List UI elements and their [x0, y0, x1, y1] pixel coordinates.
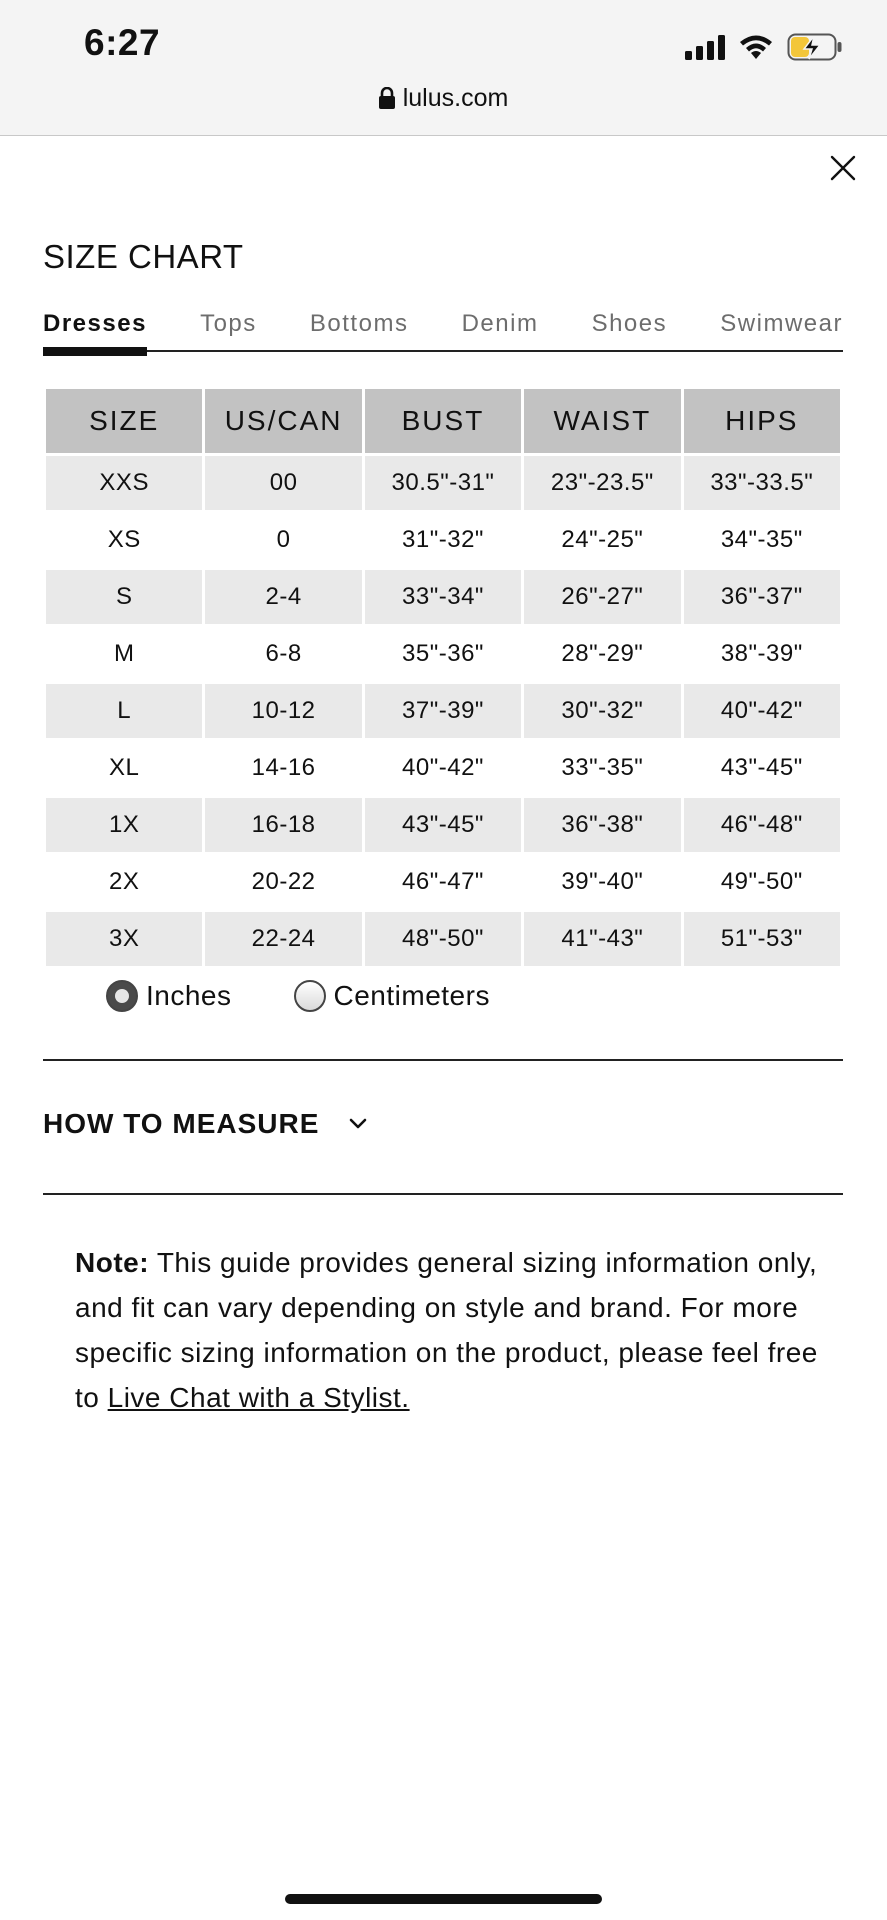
- home-indicator: [285, 1894, 602, 1904]
- tab-bottoms[interactable]: Bottoms: [309, 310, 409, 337]
- note-label: Note:: [75, 1247, 150, 1278]
- table-row: [46, 513, 840, 567]
- modal-title: SIZE CHART: [43, 238, 244, 275]
- cell-bust: 30.5"-31": [365, 456, 521, 510]
- cell-waist: 36"-38": [524, 798, 680, 852]
- cell-size: L: [46, 684, 202, 738]
- cell-hips: 38"-39": [720, 640, 803, 667]
- tab-tops[interactable]: Tops: [200, 310, 257, 337]
- cell-hips: 49"-50": [720, 868, 803, 895]
- cell-bust: 37"-39": [365, 684, 521, 738]
- address-bar[interactable]: [0, 84, 887, 113]
- header-waist: WAIST: [524, 389, 680, 453]
- cell-bust: 35"-36": [402, 640, 484, 667]
- cell-waist: 26"-27": [524, 570, 680, 624]
- tab-dresses[interactable]: Dresses: [43, 306, 147, 350]
- table-row: [46, 741, 840, 795]
- cell-waist: 30"-32": [524, 684, 680, 738]
- cell-hips: 36"-37": [684, 570, 840, 624]
- cell-waist: 23"-23.5": [524, 456, 680, 510]
- tab-denim[interactable]: Denim: [461, 310, 539, 337]
- cell-hips: 43"-45": [720, 754, 803, 781]
- cell-waist: 39"-40": [561, 868, 644, 895]
- table-row: [46, 627, 840, 681]
- cell-bust: 43"-45": [365, 798, 521, 852]
- inches-radio[interactable]: [106, 980, 232, 1012]
- table-row: [46, 855, 840, 909]
- chevron-down-icon: [349, 1118, 367, 1130]
- cell-us-can: 10-12: [205, 684, 361, 738]
- status-icons: [685, 32, 843, 62]
- table-row: [46, 684, 840, 738]
- cell-us-can: 2-4: [205, 570, 361, 624]
- header-us-can: US/CAN: [205, 389, 361, 453]
- cell-bust: 40"-42": [402, 754, 484, 781]
- cell-size: M: [113, 640, 135, 667]
- cell-us-can: 0: [276, 526, 291, 553]
- table-header-row: [46, 389, 840, 453]
- note-text: This guide provides general sizing information only, and fit can vary depending on style and brand. For more specific sizing information on the product, please feel free to: [75, 1247, 818, 1413]
- header-hips: HIPS: [684, 389, 840, 453]
- cell-size: XXS: [46, 456, 202, 510]
- cell-us-can: 00: [205, 456, 361, 510]
- close-icon: [830, 155, 856, 181]
- cell-bust: 46"-47": [402, 868, 484, 895]
- cell-waist: 33"-35": [561, 754, 644, 781]
- cell-hips: 34"-35": [720, 526, 803, 553]
- cell-size: XL: [109, 754, 140, 781]
- cell-size: 1X: [46, 798, 202, 852]
- cell-waist: 41"-43": [524, 912, 680, 966]
- table-row: [46, 456, 840, 510]
- cell-hips: 40"-42": [684, 684, 840, 738]
- url-text: lulus.com: [402, 84, 509, 112]
- category-tabs: [43, 306, 843, 352]
- close-button[interactable]: [825, 150, 861, 186]
- inches-label: Inches: [146, 980, 232, 1011]
- cell-us-can: 22-24: [205, 912, 361, 966]
- cell-us-can: 16-18: [205, 798, 361, 852]
- cell-bust: 48"-50": [365, 912, 521, 966]
- table-row: [46, 570, 840, 624]
- cell-hips: 46"-48": [684, 798, 840, 852]
- cell-size: XS: [107, 526, 141, 553]
- radio-unchecked-icon: [294, 980, 326, 1012]
- cellular-signal-icon: [685, 34, 725, 60]
- tab-shoes[interactable]: Shoes: [591, 310, 668, 337]
- how-to-measure-label: HOW TO MEASURE: [43, 1108, 320, 1139]
- cell-size: S: [46, 570, 202, 624]
- cell-bust: 31"-32": [402, 526, 484, 553]
- how-to-measure-toggle[interactable]: [43, 1108, 367, 1140]
- status-time: 6:27: [84, 22, 161, 63]
- cell-bust: 33"-34": [365, 570, 521, 624]
- lock-icon: [379, 87, 395, 109]
- live-chat-link[interactable]: Live Chat with a Stylist.: [107, 1382, 410, 1413]
- divider: [43, 1059, 843, 1061]
- cell-waist: 28"-29": [561, 640, 644, 667]
- header-size: SIZE: [46, 389, 202, 453]
- centimeters-label: Centimeters: [333, 980, 490, 1011]
- centimeters-radio[interactable]: [294, 980, 490, 1012]
- unit-selector: [106, 980, 490, 1012]
- cell-hips: 33"-33.5": [684, 456, 840, 510]
- browser-top-bar: [0, 0, 887, 136]
- cell-size: 2X: [109, 868, 140, 895]
- battery-charging-icon: [787, 33, 843, 61]
- header-bust: BUST: [365, 389, 521, 453]
- table-row: [46, 912, 840, 966]
- cell-size: 3X: [46, 912, 202, 966]
- divider: [43, 1193, 843, 1195]
- table-row: [46, 798, 840, 852]
- sizing-note: [75, 1240, 825, 1420]
- cell-hips: 51"-53": [684, 912, 840, 966]
- cell-waist: 24"-25": [561, 526, 644, 553]
- cell-us-can: 14-16: [251, 754, 316, 781]
- radio-checked-icon: [106, 980, 138, 1012]
- tab-swimwear[interactable]: Swimwear: [720, 310, 843, 337]
- size-chart-table: [43, 386, 843, 969]
- wifi-icon: [739, 34, 773, 60]
- cell-us-can: 6-8: [265, 640, 302, 667]
- cell-us-can: 20-22: [251, 868, 316, 895]
